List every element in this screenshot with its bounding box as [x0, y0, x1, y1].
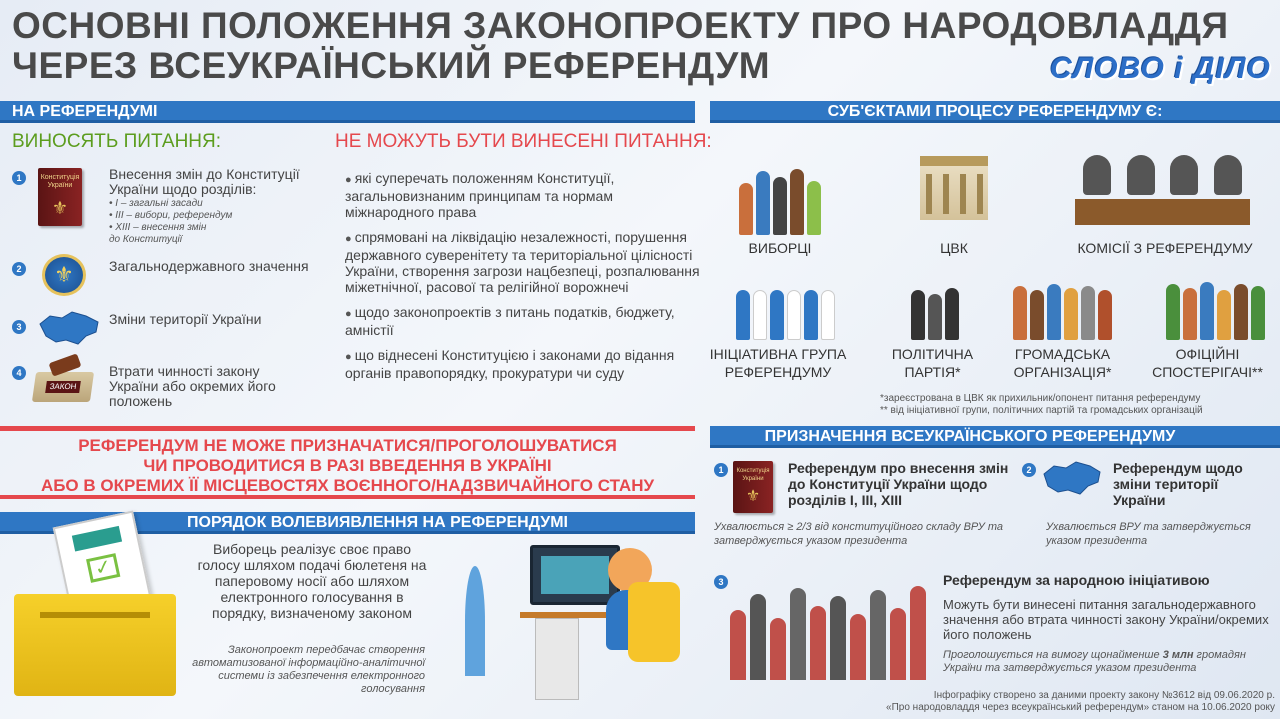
subject-commissions: КОМІСІЇ З РЕФЕРЕНДУМУ [1077, 240, 1253, 256]
footer-line: «Про народовладдя через всеукраїнський референдум» станом на 10.06.2020 року [886, 702, 1275, 713]
appoint-2-note: Ухвалюється ВРУ та затверджується указом президента [1046, 521, 1251, 547]
book-label: Конституція України [736, 468, 770, 482]
appoint-1-title: Референдум про внесення змін до Конституції України щодо розділів І, ІІІ, ХІІІ [788, 460, 1009, 508]
observers-icon [1160, 280, 1270, 340]
drawer-icon [535, 618, 579, 700]
section-header-subjects: СУБ'ЄКТАМИ ПРОЦЕСУ РЕФЕРЕНДУМУ Є: [710, 101, 1280, 123]
sub-item: • І – загальні засади [109, 198, 203, 209]
step-number: 1 [714, 463, 728, 477]
political-party-icon [900, 285, 970, 340]
ballot-paper-icon: ✓ [53, 511, 154, 624]
item-1-text: Внесення змін до Конституції України щодо розділів: [109, 166, 300, 197]
initiative-group-icon [725, 285, 845, 340]
cec-building-icon [920, 156, 988, 220]
item-4-text: Втрати чинності закону України або окремих його положень [109, 363, 276, 409]
warning-box [0, 432, 695, 494]
can-title: ВИНОСЯТЬ ПИТАННЯ: [12, 131, 222, 152]
sub-item: до Конституції [109, 234, 182, 245]
warning-line: РЕФЕРЕНДУМ НЕ МОЖЕ ПРИЗНАЧАТИСЯ/ПРОГОЛОШУВАТИСЯ [78, 436, 617, 455]
item-number: 1 [12, 171, 26, 185]
raised-hands-icon [730, 580, 930, 680]
item-1-subs [109, 198, 319, 246]
law-label: ЗАКОН [45, 381, 81, 393]
section-header-appointment: ПРИЗНАЧЕННЯ ВСЕУКРАЇНСЬКОГО РЕФЕРЕНДУМУ [710, 426, 1280, 448]
appoint-1-note: Ухвалюється ≥ 2/3 від конституційного складу ВРУ та затверджується указом президента [714, 521, 1003, 547]
ballot-box-icon [14, 594, 176, 696]
step-number: 2 [1022, 463, 1036, 477]
plant-icon [455, 566, 495, 706]
monitor-icon [530, 545, 620, 605]
cannot-list [345, 170, 700, 381]
list-item: ● що віднесені Конституцією і законами до відання органів правопорядку, прокуратури чи суду [345, 347, 700, 381]
title-line-1: ОСНОВНІ ПОЛОЖЕННЯ ЗАКОНОПРОЕКТУ ПРО НАРОДОВЛАДДЯ [12, 5, 1229, 46]
warning-line: ЧИ ПРОВОДИТИСЯ В РАЗІ ВВЕДЕННЯ В УКРАЇНІ [143, 456, 552, 475]
appoint-3-note [943, 649, 1273, 675]
subject-initiative-group: ІНІЦІАТИВНА ГРУПА РЕФЕРЕНДУМУ [709, 346, 847, 380]
ukraine-map-icon [36, 308, 102, 348]
step-number: 3 [714, 575, 728, 589]
commissions-icon [1075, 155, 1250, 225]
list-item: ● спрямовані на ліквідацію незалежності, порушення державного суверенітету та територіальної цілісності України, створення загрози нацбезпеці, розпалювання міжетнічної, расової та релігійної ворожнечі [345, 229, 700, 295]
logo: СЛОВО і ДІЛО [1050, 52, 1271, 85]
appoint-3-note-highlight: 3 млн [1162, 649, 1194, 661]
appoint-2-title: Референдум щодо зміни території України [1113, 460, 1243, 508]
appoint-3-text: Можуть бути винесені питання загальнодержавного значення або втрата чинності закону України/окремих його положень [943, 597, 1269, 642]
footer-source [760, 690, 1275, 714]
constitution-book-icon: Конституція України ⚜ [38, 168, 82, 226]
appoint-3-title: Референдум за народною ініціативою [943, 572, 1210, 588]
item-3-text: Зміни території України [109, 311, 262, 327]
appoint-3-note-part: громадян України та затверджується указом президента [943, 649, 1246, 674]
subjects-note-1: *зареєстрована в ЦВК як прихильник/опонент питання референдуму [880, 393, 1201, 404]
item-2-text: Загальнодержавного значення [109, 258, 309, 274]
title-line-2: ЧЕРЕЗ ВСЕУКРАЇНСЬКИЙ РЕФЕРЕНДУМ [12, 45, 771, 86]
appoint-3-note-part: Проголошується на вимогу щонайменше [943, 649, 1163, 661]
voters-icon [730, 155, 830, 235]
book-label: Конституція України [40, 174, 80, 189]
sub-item: • ІІІ – вибори, референдум [109, 210, 233, 221]
chair-icon [628, 582, 680, 662]
item-number: 4 [12, 366, 26, 380]
order-note: Законопроект передбачає створення автоматизованої інформаційно-аналітичної системи із забезпечення електронного голосування [192, 644, 425, 695]
coat-of-arms-icon: ⚜ [42, 254, 86, 296]
item-number: 3 [12, 320, 26, 334]
subject-public-org: ГРОМАДСЬКА ОРГАНІЗАЦІЯ* [1013, 346, 1112, 380]
subject-cec: ЦВК [940, 240, 968, 256]
subjects-note-2: ** від ініціативної групи, політичних партій та громадських організацій [880, 405, 1203, 416]
sub-item: • ХІІІ – внесення змін [109, 222, 207, 233]
item-number: 2 [12, 262, 26, 276]
subject-observers: ОФІЦІЙНІ СПОСТЕРІГАЧІ** [1152, 346, 1263, 380]
ukraine-map-icon [1040, 458, 1102, 498]
order-text: Виборець реалізує своє право голосу шляхом подачі бюлетеня на паперовому носії або шляхом електронного голосування в порядку, визначеному законом [197, 541, 427, 621]
warning-line: АБО В ОКРЕМИХ ЇЇ МІСЦЕВОСТЯХ ВОЄННОГО/НАДЗВИЧАЙНОГО СТАНУ [40, 476, 655, 495]
list-item: ● які суперечать положенням Конституції, загальновизнаним принципам та нормам міжнародного права [345, 170, 700, 220]
section-header-order: ПОРЯДОК ВОЛЕВИЯВЛЕННЯ НА РЕФЕРЕНДУМІ [0, 512, 695, 534]
law-book-icon [32, 372, 94, 402]
constitution-book-icon: Конституція України ⚜ [733, 461, 773, 513]
section-header-referendum: НА РЕФЕРЕНДУМІ [0, 101, 695, 123]
public-organization-icon [1010, 282, 1115, 340]
footer-line: Інфографіку створено за даними проекту закону №3612 від 09.06.2020 р. [933, 690, 1275, 701]
subject-party: ПОЛІТИЧНА ПАРТІЯ* [891, 346, 974, 380]
list-item: ● щодо законопроектів з питань податків, бюджету, амністії [345, 304, 700, 338]
warning-divider-top [0, 426, 695, 431]
cannot-title: НЕ МОЖУТЬ БУТИ ВИНЕСЕНІ ПИТАННЯ: [335, 131, 712, 152]
warning-divider-bottom [0, 495, 695, 499]
page-title [12, 6, 1229, 86]
subject-voters: ВИБОРЦІ [748, 240, 812, 256]
